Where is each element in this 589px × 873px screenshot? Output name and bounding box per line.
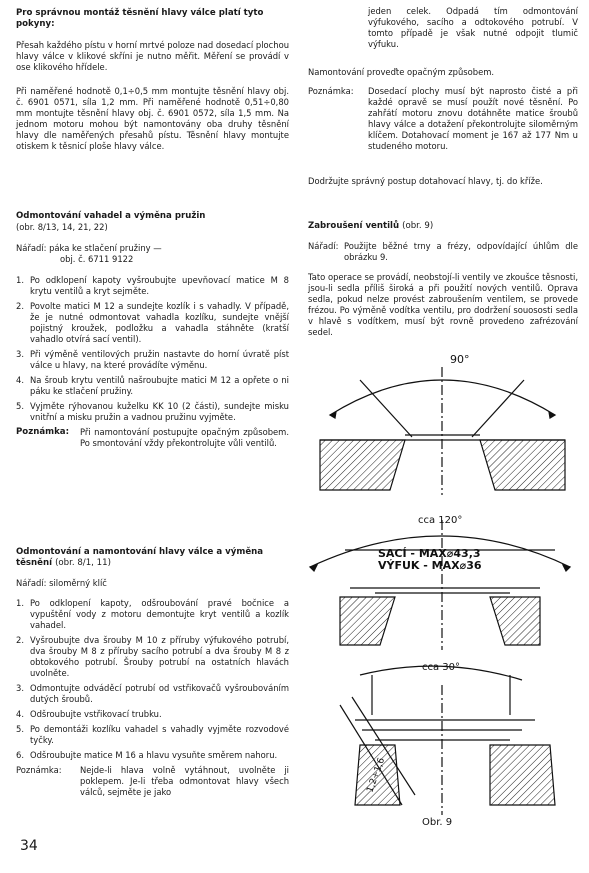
tool-label: Nářadí: bbox=[16, 578, 47, 588]
angle-label-30: cca 30° bbox=[422, 662, 461, 673]
section-valve-springs bbox=[16, 211, 289, 449]
tool-label: Nářadí: bbox=[308, 241, 339, 251]
list-item bbox=[16, 401, 289, 423]
hatched-section-left bbox=[340, 597, 395, 645]
note-text: Nejde-li hlava volně vytáhnout, uvolněte ji poklepem. Je-li třeba odmontovat hlavy všech válců, sejměte je jako bbox=[80, 765, 289, 797]
dimension-label: 1,2÷1,6 bbox=[365, 756, 388, 795]
steps-list-2 bbox=[16, 598, 289, 761]
list-item-text: Vyšroubujte dva šrouby M 10 z příruby výfukového potrubí, dva šrouby M 8 z příruby sacího potrubí a dva šrouby M 8 z obtokového potrubí. Šrouby potrubí na ostatních hlavách uvolněte. bbox=[30, 635, 289, 678]
section-title bbox=[16, 547, 289, 569]
angle-label-120: cca 120° bbox=[418, 515, 463, 526]
list-item-number: 2. bbox=[16, 301, 24, 311]
list-item-number: 5. bbox=[16, 401, 24, 411]
note-3 bbox=[308, 86, 578, 152]
figure-caption: Obr. 9 bbox=[422, 817, 453, 828]
list-item-text: Odšroubujte matice M 16 a hlavu vysuňte směrem nahoru. bbox=[30, 750, 278, 760]
list-item bbox=[16, 683, 289, 705]
list-item-number: 6. bbox=[16, 750, 24, 760]
list-item-text: Vyjměte rýhovanou kuželku KK 10 (2 části), sundejte misku vnitřní a misku pružin a vadnou pružinu vyjměte. bbox=[30, 401, 289, 422]
list-item-number: 3. bbox=[16, 683, 24, 693]
list-item-text: Po odklopení kapoty, odšroubování pravé bočnice a vypuštění vody z motoru demontujte kryt ventilů a kozlík vahadel. bbox=[30, 598, 289, 630]
note-label: Poznámka: bbox=[16, 427, 70, 437]
tool-line bbox=[16, 578, 289, 589]
tool-label: Nářadí: bbox=[16, 243, 47, 253]
hatched-section-right bbox=[490, 745, 555, 805]
section-ref: (obr. 8/13, 14, 21, 22) bbox=[16, 222, 108, 232]
seat-90-diagram bbox=[320, 367, 565, 495]
section-ref: (obr. 9) bbox=[402, 221, 434, 231]
list-item bbox=[16, 750, 289, 761]
intro-heading: Pro správnou montáž těsnění hlavy válce platí tyto pokyny: bbox=[16, 8, 264, 29]
tool-obj: obj. č. 6711 9122 bbox=[60, 254, 134, 264]
hatched-section-right bbox=[480, 440, 565, 490]
tool-line bbox=[308, 241, 578, 263]
valve-seat-figure bbox=[300, 345, 585, 835]
arrow-head bbox=[330, 412, 336, 418]
steps-list-1 bbox=[16, 275, 289, 423]
list-item-number: 5. bbox=[16, 724, 24, 734]
list-item-text: Odšroubujte vstřikovací trubku. bbox=[30, 709, 162, 719]
arrow-head bbox=[549, 412, 555, 418]
note-text: Dosedací plochy musí být naprosto čisté a při každé opravě se musí použít nové těsnění. Po zahřátí motoru znovu dotáhněte matice šroubů hlavy válce a dotažení překontrolujte siloměrným klíčem. Dotahovací moment je 167 až 177 Nm u studeného motoru. bbox=[368, 86, 578, 151]
tool-text: siloměrný klíč bbox=[49, 578, 107, 588]
intro-paragraph-1: Přesah každého pístu v horní mrtvé poloze nad dosedací plochou hlavy válce v klikové skříni je nutno měřit. Měření se provádí v ose klikového hřídele. bbox=[16, 40, 289, 72]
list-item bbox=[16, 375, 289, 397]
section-title-text: Odmontování vahadel a výměna pružin bbox=[16, 211, 206, 221]
section-body: Tato operace se provádí, neobstojí-li ventily ve zkoušce těsnosti, jsou-li sedla příliš široká a při použití nových ventilů. Oprava sedla, pokud nelze provést zabroušením ventilem, se provede frézou. Po výměně vodítka ventilu, pro dodržení souososti sedla v hlavě s vodítkem, musí být rovně provedeno zafrézování sedel. bbox=[308, 272, 578, 337]
list-item-number: 4. bbox=[16, 709, 24, 719]
section-ref: (obr. 8/1, 11) bbox=[55, 558, 111, 568]
list-item bbox=[16, 635, 289, 679]
follow-text: Dodržujte správný postup dotahovací hlavy, tj. do kříže. bbox=[308, 176, 543, 186]
list-item-text: Na šroub krytu ventilů našroubujte matici M 12 a opřete o ni páku ke stlačení pružiny. bbox=[30, 375, 289, 396]
hatched-section-right bbox=[490, 597, 540, 645]
note-label: Poznámka: bbox=[16, 765, 62, 775]
note-label: Poznámka: bbox=[308, 86, 354, 96]
list-item-number: 3. bbox=[16, 349, 24, 359]
continued-text: jeden celek. Odpadá tím odmontování výfukového, sacího a odtokového potrubí. V tomto případě je však nutné odpojit tlumič výfuku. bbox=[368, 6, 578, 49]
hatched-section-left bbox=[320, 440, 405, 490]
tool-line bbox=[16, 243, 289, 254]
intro-paragraph-2: Při naměřené hodnotě 0,1÷0,5 mm montujte těsnění hlavy obj. č. 6901 0571, síla 1,2 mm. Při naměřené hodnotě 0,51÷0,80 mm montujte těsnění hlavy obj. č. 6901 0572, síla 1,5 mm. Na jednom motoru mohou být namontovány oba druhy těsnění hlavy dle naměřených přesahů pístu. Těsnění hlavy montujte otiskem k těsnicí ploše hlavy válce. bbox=[16, 86, 289, 151]
list-item-text: Po odklopení kapoty vyšroubujte upevňovací matice M 8 krytu ventilů a kryt sejměte. bbox=[30, 275, 289, 296]
page-number: 34 bbox=[20, 838, 38, 854]
note-1 bbox=[16, 427, 289, 449]
section-title bbox=[16, 211, 289, 222]
list-item bbox=[16, 724, 289, 746]
section-valve-grinding bbox=[308, 221, 578, 338]
section-cylinder-head bbox=[16, 547, 289, 798]
list-item-number: 1. bbox=[16, 275, 24, 285]
seat-120-diagram bbox=[310, 520, 570, 650]
list-item-text: Povolte matici M 12 a sundejte kozlík i s vahadly. V případě, že je nutné odmontovat vahadla kozlíku, sundejte vnější pojistný kroužek, podložku a vahadla stáhněte (kratší vahadlo otvírá sací ventil). bbox=[30, 301, 289, 344]
mount-text: Namontování proveďte opačným způsobem. bbox=[308, 67, 495, 77]
section-title-text: Odmontování a namontování hlavy válce a výměna těsnění bbox=[16, 547, 264, 568]
list-item bbox=[16, 598, 289, 631]
tool-text: páka ke stlačení pružiny — bbox=[49, 243, 162, 253]
list-item-text: Při výměně ventilových pružin nastavte do horní úvratě píst válce u hlavy, na které provádíte výměnu. bbox=[30, 349, 289, 370]
list-item bbox=[16, 275, 289, 297]
section-title bbox=[308, 221, 578, 232]
list-item-text: Odmontujte odváděcí potrubí od vstřikovačů vyšroubováním dutých šroubů. bbox=[30, 683, 289, 704]
note-text: Při namontování postupujte opačným způsobem. Po smontování vždy překontrolujte vůli ventilů. bbox=[80, 427, 289, 448]
label-vyfuk: VÝFUK - MAX⌀36 bbox=[378, 559, 482, 572]
section-title-text: Zabroušení ventilů bbox=[308, 221, 400, 231]
list-item-text: Po demontáži kozlíku vahadel s vahadly vyjměte rozvodové tyčky. bbox=[30, 724, 289, 745]
angle-label-90: 90° bbox=[450, 353, 470, 366]
list-item bbox=[16, 349, 289, 371]
tool-text: Použijte běžné trny a frézy, odpovídající úhlům dle obrázku 9. bbox=[344, 241, 578, 262]
list-item bbox=[16, 301, 289, 345]
list-item-number: 1. bbox=[16, 598, 24, 608]
label-saci: SACÍ - MAX⌀43,3 bbox=[378, 547, 481, 560]
list-item-number: 4. bbox=[16, 375, 24, 385]
list-item-number: 2. bbox=[16, 635, 24, 645]
list-item bbox=[16, 709, 289, 720]
note-2 bbox=[16, 765, 289, 798]
